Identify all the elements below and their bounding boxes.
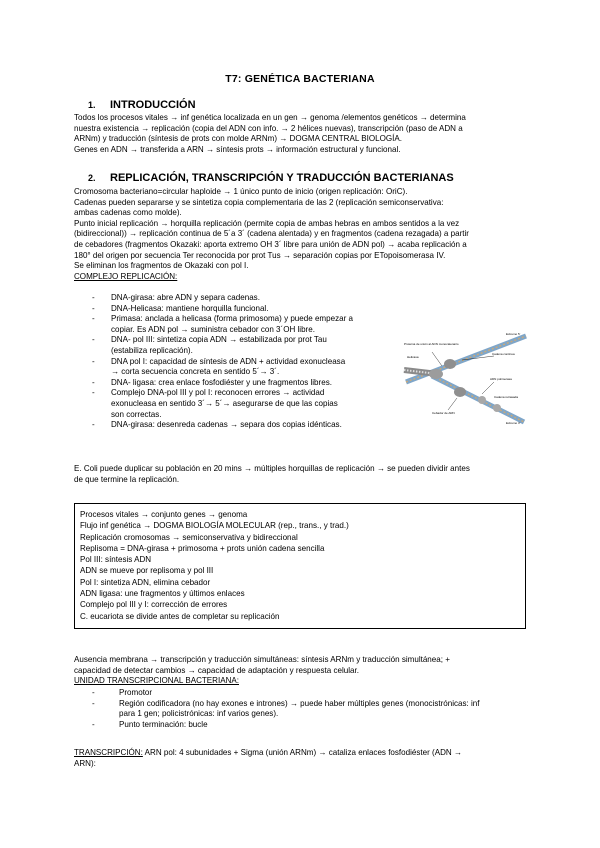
- list-item: - DNA- pol III: sintetiza copia ADN → estabilizada por prot Tau (estabiliza replicación).: [92, 335, 392, 356]
- list-item: - Primasa: anclada a helicasa (forma primosoma) y puede empezar a copiar. Es ADN pol → suministra cebador con 3´OH libre.: [92, 314, 392, 335]
- figure-label: Cadena continua: [492, 352, 515, 356]
- list-item: - DNA-Helicasa: mantiene horquilla funcional.: [92, 304, 392, 315]
- summary-box: [74, 503, 526, 629]
- figure-label: Extremo 3´: [506, 421, 521, 425]
- list-item: - DNA- ligasa: crea enlace fosfodiéster y une fragmentos libres.: [92, 378, 392, 389]
- transcription-label: TRANSCRIPCIÓN:: [74, 748, 143, 757]
- figure-label: Helicasa: [407, 355, 419, 359]
- transcription-text: TRANSCRIPCIÓN: ARN pol: 4 subunidades + Sigma (unión ARNm) → cataliza enlaces fosfodiéster (ADN → ARN):: [74, 748, 462, 768]
- list-item: - Punto terminación: bucle: [92, 720, 532, 731]
- page-title: T7: GENÉTICA BACTERIANA: [225, 73, 375, 85]
- list-item: - Promotor: [92, 688, 532, 699]
- helicase-shape: [429, 369, 443, 379]
- complex-list: [92, 293, 392, 431]
- summary-list: Procesos vitales → conjunto genes → genoma Flujo inf genética → DOGMA BIOLOGÍA MOLECULAR (rep., trans., y trad.) Replicación cromosomas → semiconservativa y bidireccional Replisoma = DNA-girasa + primosoma + prots unión cadena sencilla Pol III: síntesis ADN ADN se mueve por replisoma y pol III Pol I: sintetiza ADN, elimina cebador ADN ligasa: une fragmentos y últimos enlaces Complejo pol III y I: corrección de errores C. eucariota se divide antes de completar su replicación: [80, 510, 349, 621]
- complex-label: COMPLEJO REPLICACIÓN:: [74, 271, 178, 281]
- list-item: - Complejo DNA-pol III y pol I: reconocen errores → actividad exonucleasa en sentido 3´→ 5´→ asegurarse de que las copias son correctas.: [92, 388, 392, 420]
- membrane-text: Ausencia membrana → transcripción y traducción simultáneas: síntesis ARNm y traducción simultánea; + capacidad de detectar cambios → capacidad de adaptación y respuesta celular. UNIDAD TRANSCRIPCIONAL BACTERIANA:: [74, 655, 529, 687]
- section-1-text: Todos los procesos vitales → inf genética localizada en un gen → genoma /elementos genéticos → determina nuestra existencia → replicación (copia del ADN con info. → 2 hélices nuevas), transcripción (paso de ADN a ARNm) y traducción (síntesis de prots con molde ARNm) → DOGMA CENTRAL BIOLOGÍA. Genes en ADN → transferida a ARN → síntesis prots → información estructural y funcional.: [74, 113, 466, 154]
- unit-list: [92, 688, 532, 730]
- figure-label: ADN polimerasa: [490, 377, 512, 381]
- list-item: - Región codificadora (no hay exones e intrones) → puede haber múltiples genes (monocistrónicas: inf para 1 gen; policistrónicas: inf varios genes).: [92, 699, 532, 720]
- replication-fork-figure: [402, 330, 530, 426]
- figure-label: Cebador de ARN: [432, 411, 455, 415]
- polymerase-shape: [454, 387, 466, 397]
- figure-label: Extremo 5´: [506, 332, 521, 336]
- polymerase-shape: [444, 359, 456, 369]
- unit-label: UNIDAD TRANSCRIPCIONAL BACTERIANA:: [74, 676, 239, 686]
- section-2-heading: 2. REPLICACIÓN, TRANSCRIPCIÓN Y TRADUCCIÓN BACTERIANAS: [88, 172, 454, 184]
- figure-label: Cadena retrasada: [494, 395, 519, 399]
- ecoli-text: E. Coli puede duplicar su población en 20 mins → múltiples horquillas de replicación → se pueden dividir antes de que termine la replicación.: [74, 464, 470, 484]
- binding-protein-shape: [478, 396, 486, 404]
- list-item: - DNA-girasa: desenreda cadenas → separa dos copias idénticas.: [92, 420, 392, 431]
- list-item: - DNA-girasa: abre ADN y separa cadenas.: [92, 293, 392, 304]
- section-2-text: Cromosoma bacteriano=circular haploide → 1 único punto de inicio (origen replicación: OriC). Cadenas pueden separarse y se sintetiza copia complementaria de las 2 (replicación semiconservativa: ambas cadenas como molde). Punto inicial replicación → horquilla replicación (permite copia de ambas hebras en ambos sentidos a la vez (bidireccional)) → replicación continua de 5´a 3´ (cadena alentada) y en fragmentos (cadena rezagada) a partir de cebadores (fragmentos Okazaki: aporta extremo OH 3´ libre para unión de ADN pol) → acaba replicación a 180° del origen por secuencia Ter reconocida por prot Tus → separación copias por ETopoisomerasa IV. Se eliminan los fragmentos de Okazaki con pol I. COMPLEJO REPLICACIÓN:: [74, 187, 529, 282]
- dna-strand-lower: [432, 376, 524, 422]
- section-1-heading: 1. INTRODUCCIÓN: [88, 99, 196, 111]
- binding-protein-shape: [493, 404, 501, 412]
- figure-label: Proteína de unión al ADN monocatenario: [404, 342, 459, 346]
- list-item: - DNA pol I: capacidad de síntesis de ADN + actividad exonucleasa → corta secuencia concreta en sentido 5´→ 3´.: [92, 357, 392, 378]
